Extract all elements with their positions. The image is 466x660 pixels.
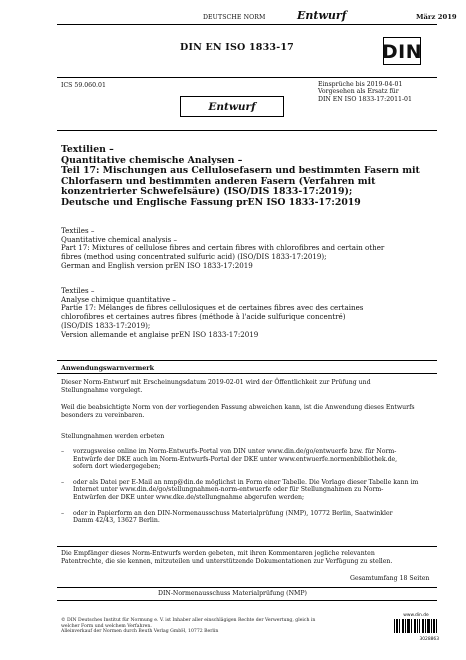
footer-line: welcher Form und welchem Verfahren. (61, 623, 152, 629)
list-item-line: Damm 42/43, 13627 Berlin. (73, 517, 160, 525)
list-item-line: oder in Papierform an den DIN-Normenausschuss Materialprüfung (NMP), 10772 Berlin, Saatwinkler (73, 509, 393, 517)
title-german (61, 145, 420, 209)
comments-requested: Stellungnahmen werden erbeten (61, 433, 165, 440)
title-de-line: konzentrierter Schwefelsäure) (ISO/DIS 1833-17:2019); (61, 186, 353, 198)
paragraph-line: Dieser Norm-Entwurf mit Erscheinungsdatum 2019-02-01 wird der Öffentlichkeit zur Prüfung und (61, 379, 371, 386)
standard-id: DIN EN ISO 1833-17 (180, 42, 294, 53)
bullet-dash: – (61, 509, 65, 517)
rule-below-warning-heading (57, 373, 437, 374)
norm-type-label: DEUTSCHE NORM (203, 14, 266, 21)
title-fr-line: Version allemande et anglaise prEN ISO 1833-17:2019 (61, 329, 259, 339)
objection-info (318, 81, 412, 103)
header-rule (57, 24, 437, 25)
title-de-line: Quantitative chemische Analysen – (61, 154, 243, 166)
draft-box (180, 96, 284, 117)
replacement-note: Vorgesehen als Ersatz für (318, 88, 399, 96)
rule-below-standard (57, 77, 437, 78)
list-item-line: Internet unter www.din.de/go/stellungnahmen-norm-entwuerfe oder für Stellungnahmen zu Norm- (73, 486, 384, 494)
title-de-line: Textilien – (61, 144, 114, 155)
title-english (61, 227, 384, 271)
bullet-dash: – (61, 448, 65, 455)
title-en-line: fibres (method using concentrated sulfuric acid) (ISO/DIS 1833-17:2019); (61, 252, 327, 262)
warning-heading: Anwendungswarnvermerk (61, 364, 155, 372)
title-fr-line: Analyse chimique quantitative – (61, 294, 176, 304)
list-item-line: Entwürfe der DKE auch im Norm-Entwurfs-Portal der DKE unter www.entwuerfe.normenbibliothek.de, (73, 455, 398, 463)
rule-above-committee (57, 587, 437, 588)
list-item-line: vorzugsweise online im Norm-Entwurfs-Portal von DIN unter www.din.de/go/entwuerfe bzw. für Norm- (73, 448, 397, 455)
barcode-area (393, 613, 439, 642)
title-en-line: Textiles – (61, 226, 95, 235)
title-de-line: Chlorfasern und bestimmten anderen Fasern (Verfahren mit (61, 175, 376, 187)
title-en-line: German and English version prEN ISO 1833-17:2019 (61, 260, 253, 270)
bullet-dash: – (61, 478, 65, 486)
publication-date: März 2019 (416, 13, 457, 21)
copyright-notice (61, 618, 315, 635)
total-pages: Gesamtumfang 18 Seiten (350, 575, 430, 582)
objection-deadline: Einsprüche bis 2019-04-01 (318, 81, 403, 88)
ics-code: ICS 59.060.01 (61, 82, 106, 89)
title-french (61, 287, 363, 339)
title-fr-line: Textiles – (61, 286, 95, 295)
list-item-line: oder als Datei per E-Mail an nmp@din.de möglichst in Form einer Tabelle. Die Vorlage dieser Tabelle kann im (73, 478, 419, 486)
rule-above-patent (57, 546, 437, 547)
footer-line: Alleinverkauf der Normen durch Beuth Verlag GmbH, 10772 Berlin (61, 629, 219, 635)
draft-box-label: Entwurf (208, 100, 256, 113)
footer-line: © DIN Deutsches Institut für Normung e. V. ist Inhaber aller einschlägigen Rechte der Verwertung, gleich in (61, 618, 316, 623)
title-fr-line: Partie 17: Mélanges de fibres cellulosiques et de certaines fibres avec des certaines (61, 303, 364, 313)
title-de-line: Deutsche und Englische Fassung prEN ISO 1833-17:2019 (61, 196, 361, 208)
barcode-icon (393, 619, 439, 633)
comment-options-list (61, 448, 436, 525)
paragraph-line: Patentrechte, die sie kennen, mitzuteilen und unterstützende Dokumentationen zur Verfügung zu stellen. (61, 557, 393, 565)
title-en-line: Quantitative chemical analysis – (61, 234, 178, 244)
title-de-line: Teil 17: Mischungen aus Cellulosefasern und bestimmten Fasern mit (61, 165, 420, 177)
rule-below-committee (57, 600, 437, 601)
title-fr-line: (ISO/DIS 1833-17:2019); (61, 320, 151, 330)
title-en-line: Part 17: Mixtures of cellulose fibres and certain fibres with chlorofibres and certain other (61, 243, 385, 253)
barcode-caption: www.din.de (403, 613, 429, 618)
header-draft-label: Entwurf (297, 9, 347, 22)
list-item-line: Entwürfen der DKE unter www.dke.de/stellungnahme abgerufen werden; (73, 493, 305, 501)
barcode-number: 3028863 (419, 637, 439, 642)
patent-notice (61, 550, 436, 565)
list-item (61, 510, 436, 525)
paragraph-line: besonders zu vereinbaren. (61, 411, 145, 419)
committee-name: DIN-Normenausschuss Materialprüfung (NMP) (158, 590, 307, 597)
list-item (61, 479, 436, 502)
din-logo-text: DIN (381, 41, 423, 63)
list-item (61, 448, 436, 471)
release-notice (61, 379, 436, 394)
replaced-standard: DIN EN ISO 1833-17:2011-01 (318, 95, 412, 103)
paragraph-line: Stellungnahme vorgelegt. (61, 386, 143, 394)
paragraph-line: Die Empfänger dieses Norm-Entwurfs werden gebeten, mit ihren Kommentaren jegliche relevanten (61, 550, 375, 557)
title-fr-line: chlorofibres et certaines autres fibres (méthode à l'acide sulfurique concentré) (61, 312, 346, 322)
list-item-line: sofern dort wiedergegeben; (73, 463, 161, 471)
deviation-notice (61, 404, 436, 419)
rule-above-title (57, 130, 437, 131)
paragraph-line: Weil die beabsichtigte Norm von der vorliegenden Fassung abweichen kann, ist die Anwendung dieses Entwurfs (61, 404, 415, 411)
din-logo (383, 37, 421, 65)
rule-above-warning (57, 360, 437, 361)
